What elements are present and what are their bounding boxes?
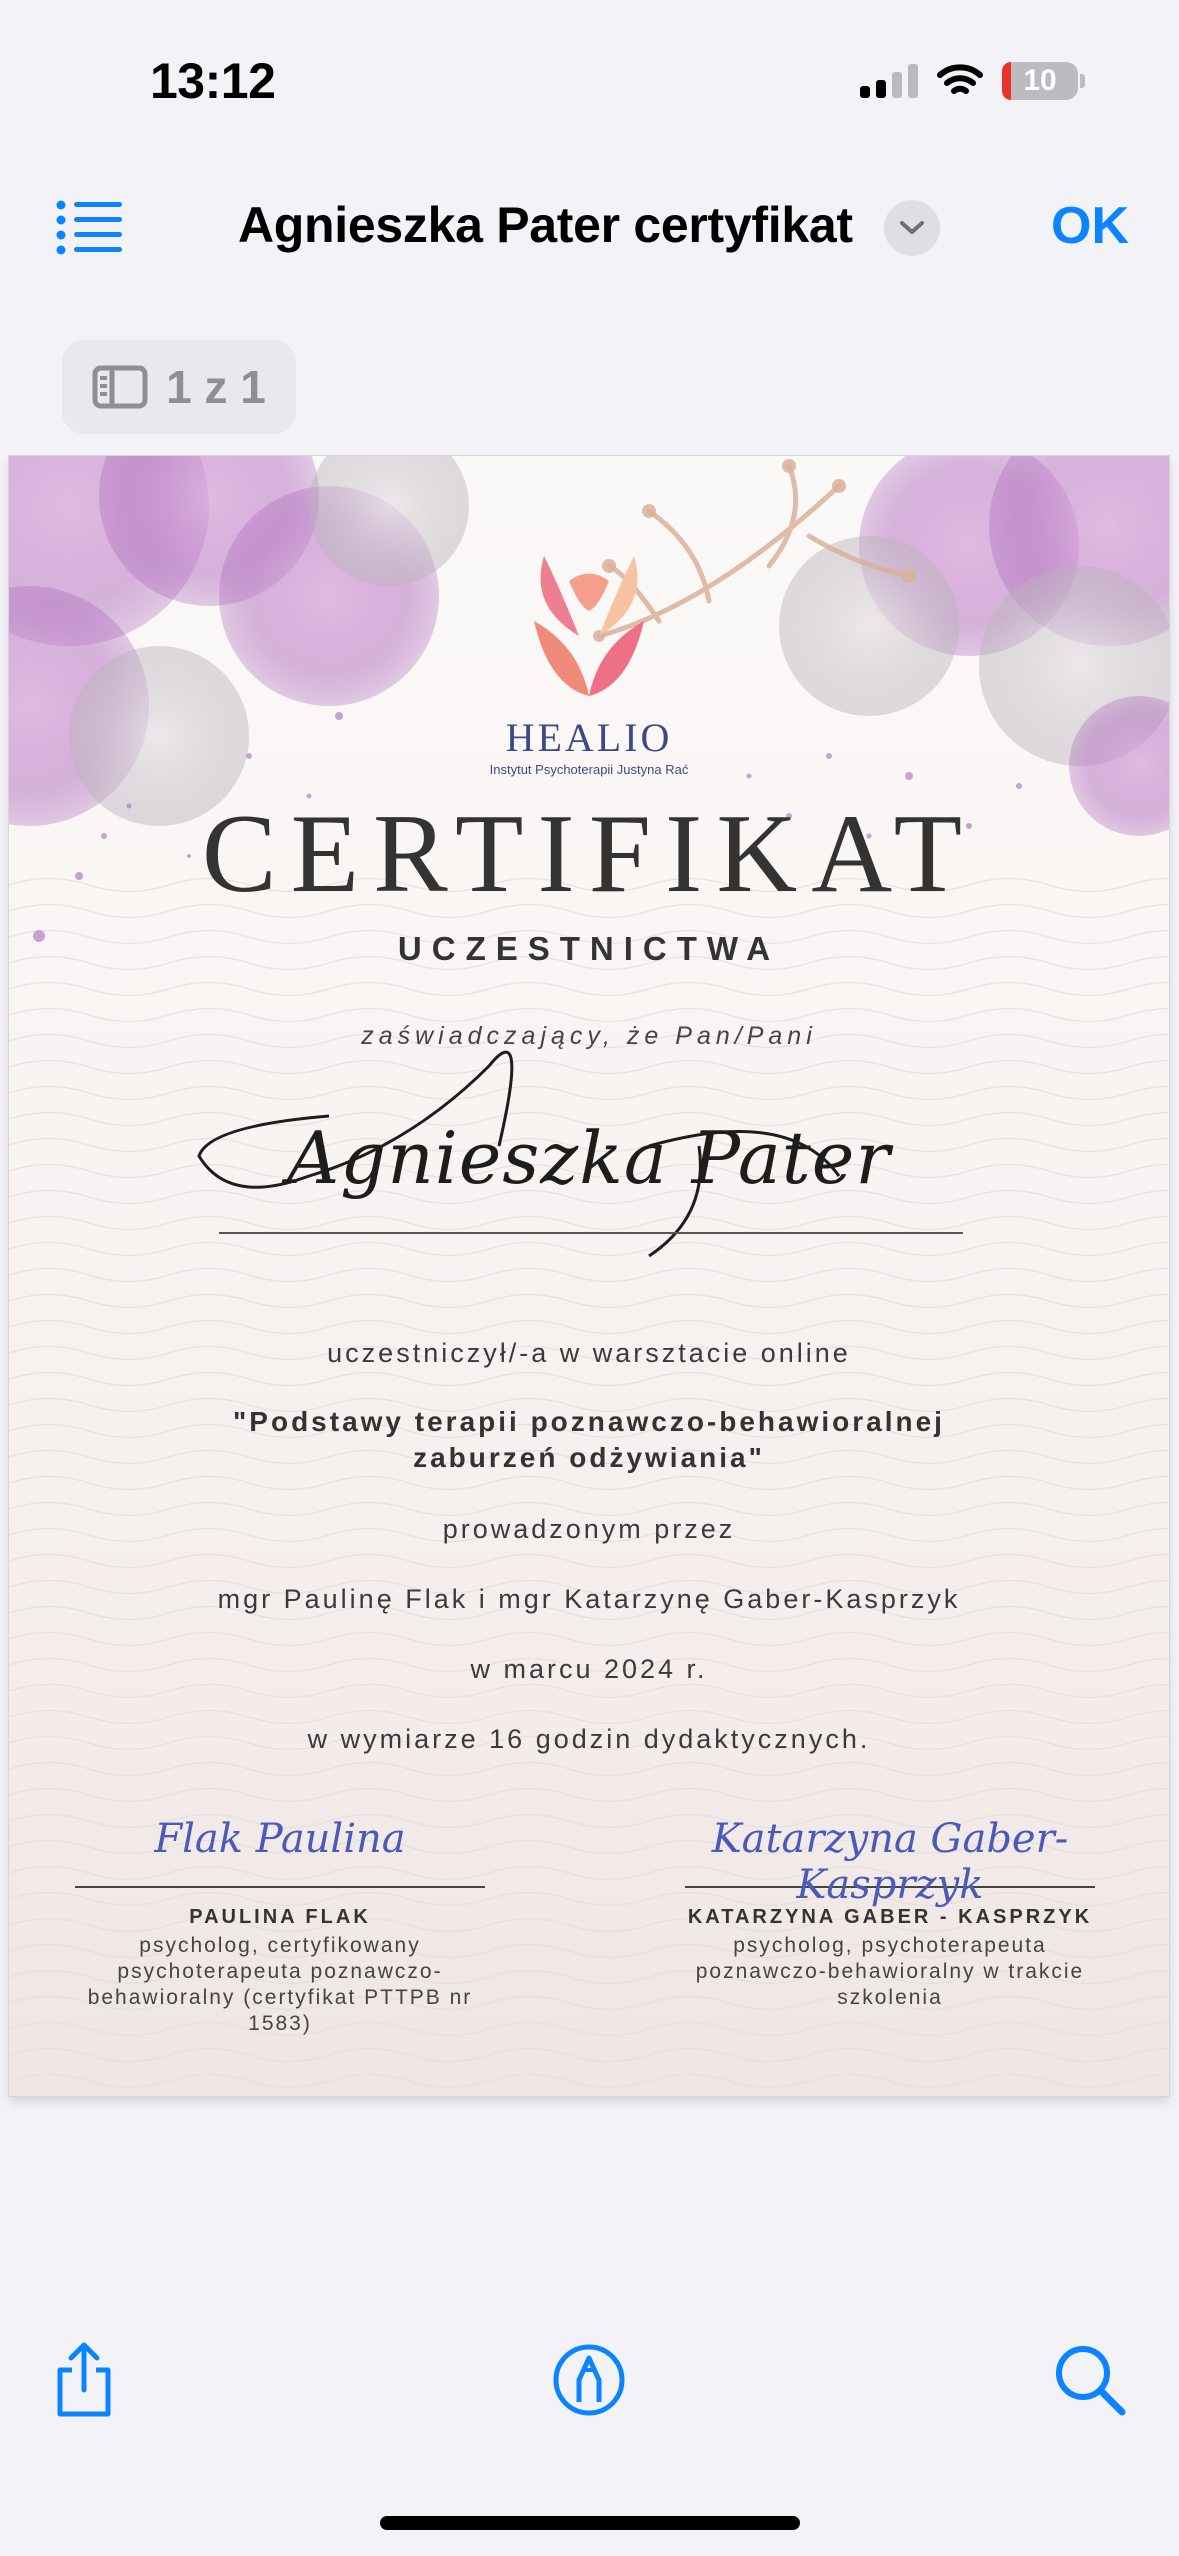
home-indicator[interactable] <box>380 2516 800 2530</box>
page-count-label: 1 z 1 <box>166 361 266 413</box>
status-indicators <box>860 62 1085 100</box>
led-by-text: prowadzonym przez <box>442 1514 736 1544</box>
signature-right: Katarzyna Gaber-Kasprzyk <box>711 1816 1069 1908</box>
signature-line <box>75 1886 485 1888</box>
share-icon[interactable] <box>44 2340 124 2420</box>
search-icon[interactable] <box>1050 2340 1130 2420</box>
wifi-icon <box>936 63 984 99</box>
page-indicator[interactable] <box>62 340 296 434</box>
signature-left: Flak Paulina <box>154 1816 406 1862</box>
signer-block-right <box>685 1816 1095 2011</box>
signer-name: KATARZYNA GABER - KASPRZYK <box>687 1906 1093 1928</box>
participation-text: uczestniczył/-a w warsztacie online <box>327 1338 851 1368</box>
sidebar-icon <box>92 365 148 409</box>
battery-level: 10 <box>1023 64 1057 97</box>
attest-text: zaświadczający, że Pan/Pani <box>361 1022 817 1050</box>
brand-subtitle: Instytut Psychoterapii Justyna Rać <box>489 762 689 777</box>
certificate-subtitle: UCZESTNICTWA <box>397 930 781 967</box>
brand-name: HEALIO <box>505 715 673 760</box>
list-icon[interactable] <box>56 198 122 256</box>
status-time: 13:12 <box>150 53 276 109</box>
ok-button[interactable]: OK <box>1051 197 1129 255</box>
battery-icon <box>1002 62 1078 100</box>
title-menu-button[interactable] <box>884 200 940 256</box>
signer-name: PAULINA FLAK <box>189 1906 371 1928</box>
chevron-down-icon <box>899 220 925 236</box>
instructors-text: mgr Paulinę Flak i mgr Katarzynę Gaber-Kasprzyk <box>217 1584 961 1614</box>
date-text: w marcu 2024 r. <box>470 1654 708 1684</box>
signer-role: psycholog, psychoterapeuta poznawczo-behawioralny w trakcie szkolenia <box>695 1934 1085 2009</box>
name-underline <box>219 1232 963 1234</box>
signer-block-left <box>75 1816 485 2037</box>
course-title-line1: "Podstawy terapii poznawczo-behawioralnej <box>233 1406 945 1437</box>
hours-text: w wymiarze 16 godzin dydaktycznych. <box>307 1724 871 1754</box>
certificate-title: CERTIFIKAT <box>201 792 977 916</box>
signer-role: psycholog, certyfikowany psychoterapeuta poznawczo-behawioralny (certyfikat PTTPB nr 1583) <box>87 1934 473 2035</box>
document-title[interactable]: Agnieszka Pater certyfikat <box>238 197 853 253</box>
cellular-signal-icon <box>860 64 918 98</box>
markup-icon[interactable] <box>549 2340 629 2420</box>
course-title-line2: zaburzeń odżywiania" <box>413 1442 765 1473</box>
course-title <box>9 1404 1169 1476</box>
certificate-page <box>9 456 1169 2096</box>
participant-name: Agnieszka Pater <box>287 1116 891 1200</box>
